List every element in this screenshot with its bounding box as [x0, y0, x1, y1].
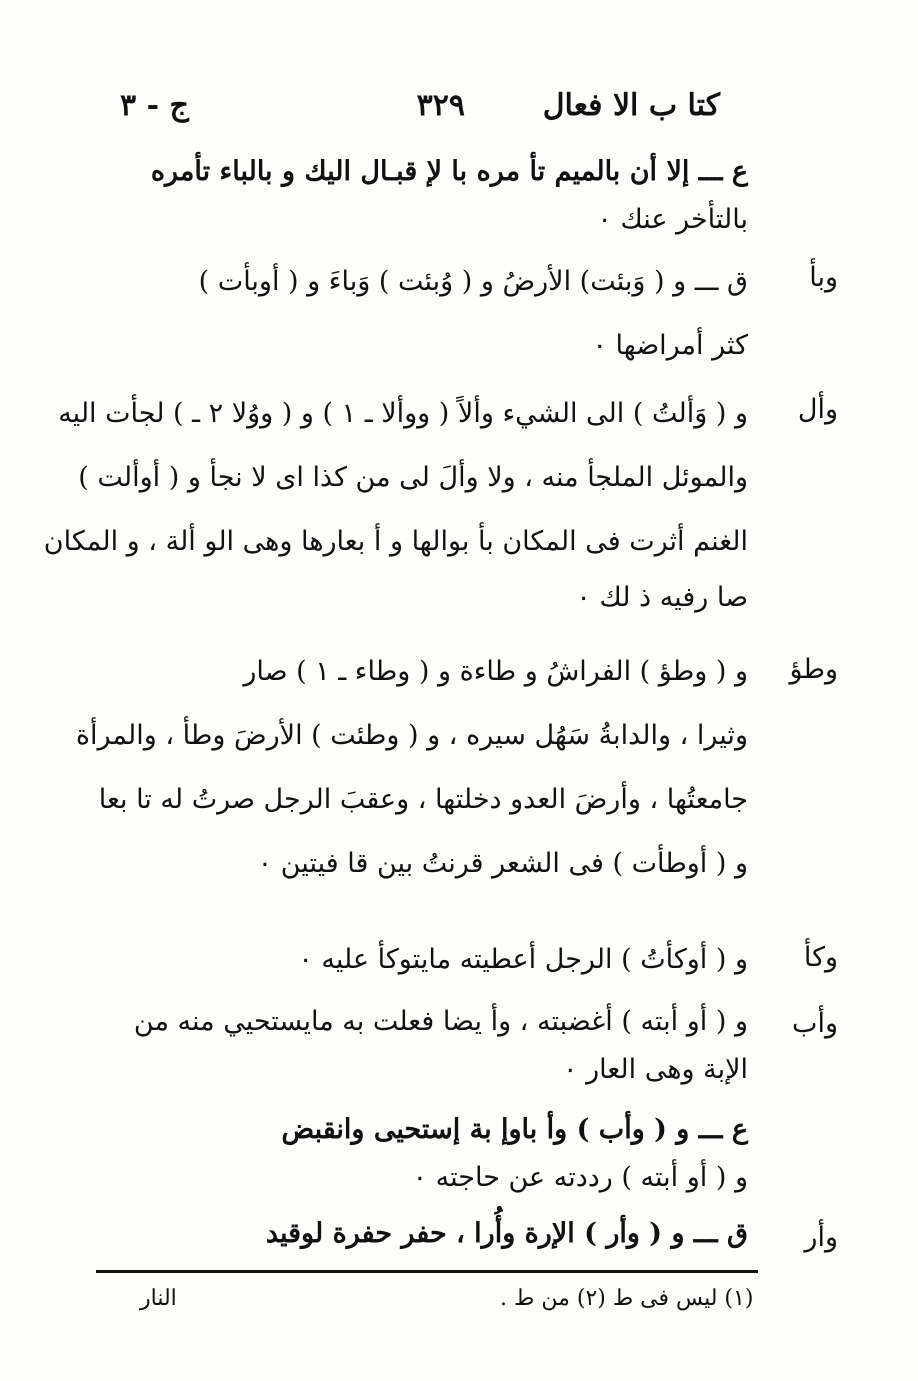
- text-line: كثر أمراضها ٠: [592, 330, 748, 361]
- text-line: والموئل الملجأ منه ، ولا وألَ لى من كذا اى لا نجأ و ( أوألت ): [78, 462, 748, 493]
- text-line: الإبة وهى العار ٠: [563, 1054, 748, 1085]
- text-block: [108, 148, 748, 244]
- headword: وطؤ: [789, 654, 838, 685]
- volume-label: ج - ٣: [120, 88, 189, 123]
- entry-block: [43, 382, 748, 622]
- footnote: (١) ليس فى ط (٢) من ط .: [500, 1286, 754, 1311]
- text-line: الغنم أثرت فى المكان بأ بوالها و أ بعارها وهى الو ألة ، و المكان: [43, 526, 748, 557]
- entry-block: [108, 1210, 748, 1258]
- text-line: ق ـــ و ( وأر ) الإرة وأُرا ، حفر حفرة لوقيد: [265, 1218, 748, 1249]
- text-line: بالتأخر عنك ٠: [597, 204, 748, 235]
- headword: وبأ: [809, 262, 838, 293]
- headword: وأب: [792, 1008, 838, 1039]
- text-block: [108, 1106, 748, 1202]
- book-title: كتا ب الا فعال: [542, 88, 720, 123]
- continuation-word: النار: [140, 1286, 177, 1311]
- entry-block: [108, 998, 748, 1094]
- text-line: وثيرا ، والدابةُ سَهُل سيره ، و ( وطئت ) الأرضَ وطأ ، والمرأة: [75, 720, 748, 751]
- text-line: و ( أوطأت ) فى الشعر قرنتُ بين قا فيتين ٠: [257, 848, 748, 879]
- text-line: و ( أوكأتُ ) الرجل أعطيته مايتوكأ عليه ٠: [298, 944, 748, 975]
- text-line: و ( وطؤ ) الفراشُ و طاءة و ( وطاء ـ ١ ) صار: [243, 656, 748, 687]
- page-number: ٣٢٩: [416, 88, 465, 123]
- text-line: جامعتُها ، وأرضَ العدو دخلتها ، وعقبَ الرجل صرتُ له تا بعا: [98, 784, 748, 815]
- entry-block: [75, 640, 748, 896]
- text-line: ع ـــ و ( وأب ) وأ باوإ بة إستحيى وانقبض: [281, 1114, 748, 1145]
- text-line: ق ـــ و ( وَبئت) الأرضُ و ( وُبئت ) وَباءَ و ( أوبأت ): [198, 266, 748, 297]
- entry-block: [108, 250, 748, 378]
- text-line: و ( أو أبته ) رددته عن حاجته ٠: [412, 1162, 748, 1193]
- page-header: [120, 88, 720, 140]
- text-line: و ( وَألتُ ) الى الشيء وألاً ( ووألا ـ ١ ) و ( ووُلا ٢ ـ ) لجأت اليه: [58, 398, 748, 429]
- text-line: و ( أو أبته ) أغضبته ، وأ يضا فعلت به مايستحيي منه من: [133, 1006, 748, 1037]
- footnote-divider: [96, 1270, 758, 1273]
- entry-block: [108, 928, 748, 992]
- text-line: صا رفيه ذ لك ٠: [576, 582, 748, 613]
- headword: وأل: [797, 394, 838, 425]
- headword: وكأ: [803, 942, 838, 973]
- text-line: ع ـــ إلا أن بالميم تأ مره با لإ قبـال اليك و بالباء تأمره: [150, 156, 748, 187]
- headword: وأر: [804, 1222, 838, 1253]
